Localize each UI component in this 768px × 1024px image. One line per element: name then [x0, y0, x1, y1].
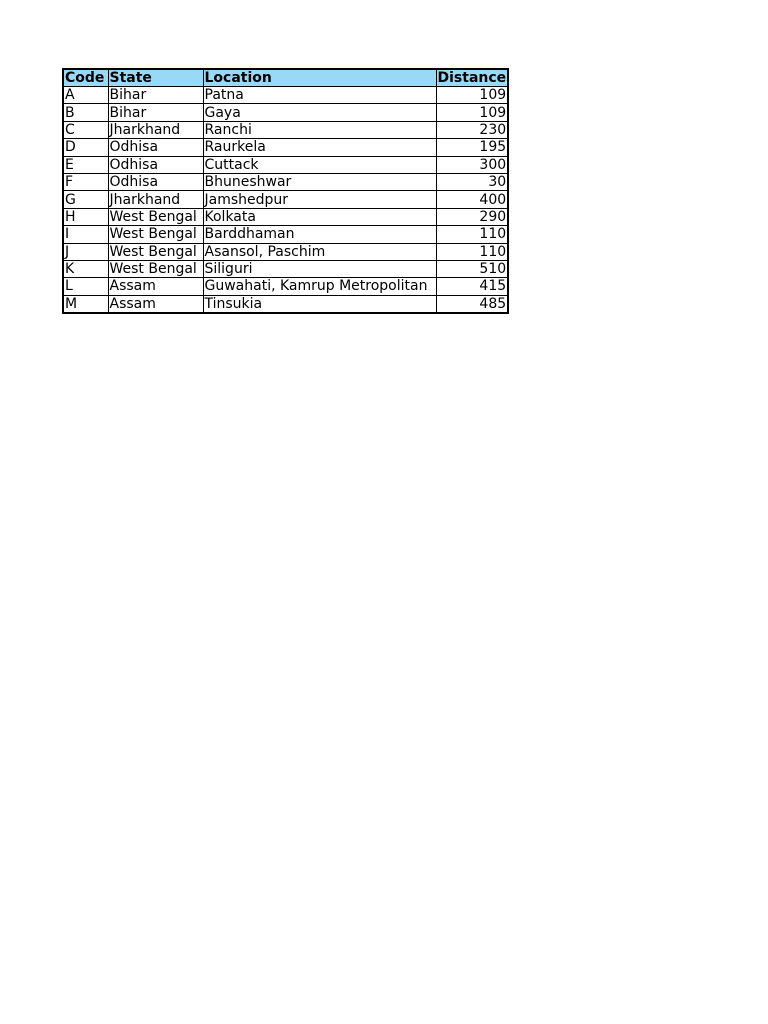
- column-header-state[interactable]: State: [108, 69, 203, 87]
- cell-code[interactable]: H: [63, 208, 108, 225]
- distance-table: [62, 68, 509, 314]
- cell-location[interactable]: Siliguri: [203, 260, 436, 277]
- cell-state[interactable]: West Bengal: [108, 243, 203, 260]
- table-row: [63, 156, 508, 173]
- cell-location[interactable]: Bhuneshwar: [203, 173, 436, 190]
- cell-distance[interactable]: 110: [436, 243, 508, 260]
- table-row: [63, 208, 508, 225]
- cell-state[interactable]: Odhisa: [108, 173, 203, 190]
- column-header-code[interactable]: Code: [63, 69, 108, 87]
- cell-code[interactable]: G: [63, 191, 108, 208]
- cell-distance[interactable]: 400: [436, 191, 508, 208]
- cell-distance[interactable]: 510: [436, 260, 508, 277]
- cell-location[interactable]: Asansol, Paschim: [203, 243, 436, 260]
- table-header-row: [63, 69, 508, 87]
- cell-distance[interactable]: 109: [436, 104, 508, 121]
- cell-state[interactable]: Jharkhand: [108, 191, 203, 208]
- cell-distance[interactable]: 485: [436, 295, 508, 313]
- cell-code[interactable]: B: [63, 104, 108, 121]
- cell-code[interactable]: K: [63, 260, 108, 277]
- cell-location[interactable]: Patna: [203, 87, 436, 104]
- cell-location[interactable]: Guwahati, Kamrup Metropolitan: [203, 278, 436, 295]
- cell-state[interactable]: Bihar: [108, 104, 203, 121]
- cell-code[interactable]: A: [63, 87, 108, 104]
- cell-state[interactable]: Assam: [108, 295, 203, 313]
- table-row: [63, 226, 508, 243]
- cell-distance[interactable]: 415: [436, 278, 508, 295]
- cell-location[interactable]: Gaya: [203, 104, 436, 121]
- cell-location[interactable]: Kolkata: [203, 208, 436, 225]
- cell-state[interactable]: Odhisa: [108, 156, 203, 173]
- cell-code[interactable]: J: [63, 243, 108, 260]
- cell-state[interactable]: West Bengal: [108, 226, 203, 243]
- cell-state[interactable]: Jharkhand: [108, 121, 203, 138]
- table-row: [63, 243, 508, 260]
- column-header-distance[interactable]: Distance: [437, 70, 507, 86]
- table-row: [63, 260, 508, 277]
- cell-code[interactable]: F: [63, 173, 108, 190]
- cell-code[interactable]: C: [63, 121, 108, 138]
- table-row: [63, 87, 508, 104]
- cell-code[interactable]: M: [63, 295, 108, 313]
- table-body: [63, 87, 508, 313]
- table-row: [63, 191, 508, 208]
- cell-location[interactable]: Jamshedpur: [203, 191, 436, 208]
- cell-distance[interactable]: 290: [436, 208, 508, 225]
- cell-distance[interactable]: 230: [436, 121, 508, 138]
- table-row: [63, 139, 508, 156]
- cell-location[interactable]: Ranchi: [203, 121, 436, 138]
- cell-state[interactable]: Odhisa: [108, 139, 203, 156]
- table-row: [63, 278, 508, 295]
- cell-distance[interactable]: 300: [436, 156, 508, 173]
- table-row: [63, 121, 508, 138]
- cell-state[interactable]: Bihar: [108, 87, 203, 104]
- cell-code[interactable]: L: [63, 278, 108, 295]
- cell-state[interactable]: West Bengal: [108, 208, 203, 225]
- cell-location[interactable]: Raurkela: [203, 139, 436, 156]
- cell-code[interactable]: D: [63, 139, 108, 156]
- cell-location[interactable]: Tinsukia: [203, 295, 436, 313]
- cell-distance[interactable]: 195: [436, 139, 508, 156]
- table-row: [63, 295, 508, 313]
- cell-distance[interactable]: 30: [436, 173, 508, 190]
- cell-distance[interactable]: 110: [436, 226, 508, 243]
- cell-location[interactable]: Barddhaman: [203, 226, 436, 243]
- column-header-location[interactable]: Location: [203, 69, 436, 87]
- cell-distance[interactable]: 109: [436, 87, 508, 104]
- table-row: [63, 104, 508, 121]
- cell-state[interactable]: West Bengal: [108, 260, 203, 277]
- cell-code[interactable]: E: [63, 156, 108, 173]
- cell-code[interactable]: I: [63, 226, 108, 243]
- cell-location[interactable]: Cuttack: [203, 156, 436, 173]
- table-row: [63, 173, 508, 190]
- cell-state[interactable]: Assam: [108, 278, 203, 295]
